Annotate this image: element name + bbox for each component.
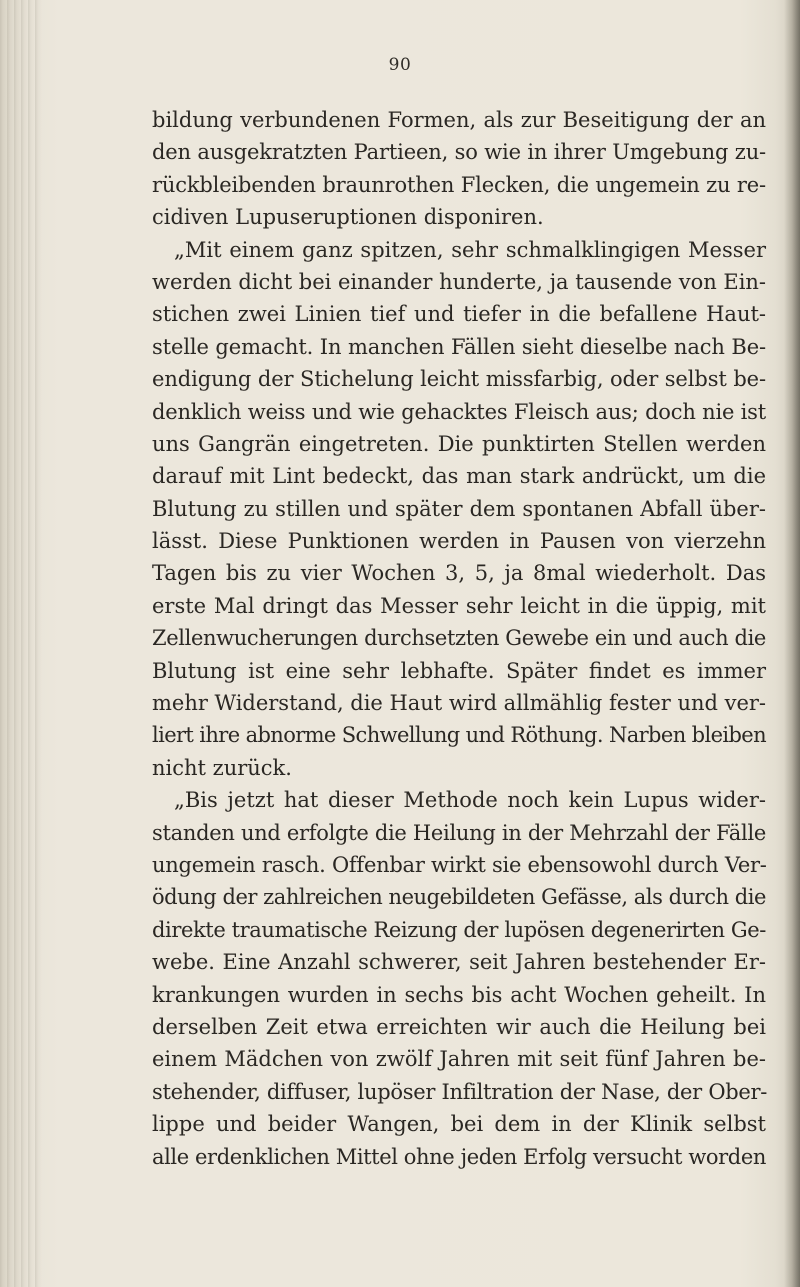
text-line: webe. Eine Anzahl schwerer, seit Jahren bestehender Er-: [152, 950, 766, 975]
text-line: einem Mädchen von zwölf Jahren mit seit fünf Jahren be-: [152, 1047, 766, 1072]
text-line: endigung der Stichelung leicht missfarbig, oder selbst be-: [152, 367, 766, 392]
text-line: cidiven Lupuseruptionen disponiren.: [152, 205, 544, 230]
text-line: ödung der zahlreichen neugebildeten Gefässe, als durch die: [152, 885, 766, 910]
text-line: mehr Widerstand, die Haut wird allmählig fester und ver-: [152, 691, 766, 716]
text-line: standen und erfolgte die Heilung in der Mehrzahl der Fälle: [152, 820, 766, 845]
text-line: stichen zwei Linien tief und tiefer in die befallene Haut-: [152, 302, 766, 327]
body-text: [152, 104, 766, 1173]
text-line: Blutung zu stillen und später dem spontanen Abfall über-: [152, 496, 766, 521]
text-line: Tagen bis zu vier Wochen 3, 5, ja 8mal wiederholt. Das: [152, 561, 766, 586]
text-line: „Bis jetzt hat dieser Methode noch kein Lupus wider-: [174, 788, 766, 813]
text-line: ungemein rasch. Offenbar wirkt sie ebensowohl durch Ver-: [152, 852, 767, 877]
page-edge-shadow: [784, 0, 800, 1287]
text-line: direkte traumatische Reizung der lupösen degenerirten Ge-: [152, 917, 766, 942]
text-line: krankungen wurden in sechs bis acht Wochen geheilt. In: [152, 982, 766, 1007]
text-line: derselben Zeit etwa erreichten wir auch die Heilung bei: [152, 1014, 766, 1039]
text-line: „Mit einem ganz spitzen, sehr schmalklingigen Messer: [174, 237, 766, 262]
text-line: bildung verbundenen Formen, als zur Beseitigung der an: [152, 108, 766, 132]
text-line: alle erdenklichen Mittel ohne jeden Erfolg versucht worden: [152, 1144, 766, 1169]
text-line: Blutung ist eine sehr lebhafte. Später findet es immer: [152, 658, 766, 683]
text-line: liert ihre abnorme Schwellung und Röthung. Narben bleiben: [152, 723, 766, 748]
text-line: lippe und beider Wangen, bei dem in der Klinik selbst: [152, 1112, 766, 1137]
text-line: Zellenwucherungen durchsetzten Gewebe ein und auch die: [152, 626, 766, 651]
text-line: den ausgekratzten Partieen, so wie in ihrer Umgebung zu-: [152, 140, 766, 165]
text-line: werden dicht bei einander hunderte, ja tausende von Ein-: [152, 269, 766, 294]
text-line: nicht zurück.: [152, 755, 292, 780]
binding-shadow: [0, 0, 42, 1287]
text-line: uns Gangrän eingetreten. Die punktirten Stellen werden: [152, 431, 766, 456]
text-line: denklich weiss und wie gehacktes Fleisch aus; doch nie ist: [152, 399, 766, 424]
text-line: rückbleibenden braunrothen Flecken, die ungemein zu re-: [152, 172, 766, 197]
text-line: darauf mit Lint bedeckt, das man stark andrückt, um die: [152, 464, 766, 489]
text-line: lässt. Diese Punktionen werden in Pausen von vierzehn: [152, 529, 766, 554]
text-line: stehender, diffuser, lupöser Infiltration der Nase, der Ober-: [152, 1079, 768, 1104]
text-line: erste Mal dringt das Messer sehr leicht in die üppig, mit: [152, 593, 766, 618]
page-number: 90: [388, 55, 412, 75]
text-line: stelle gemacht. In manchen Fällen sieht dieselbe nach Be-: [152, 334, 766, 359]
